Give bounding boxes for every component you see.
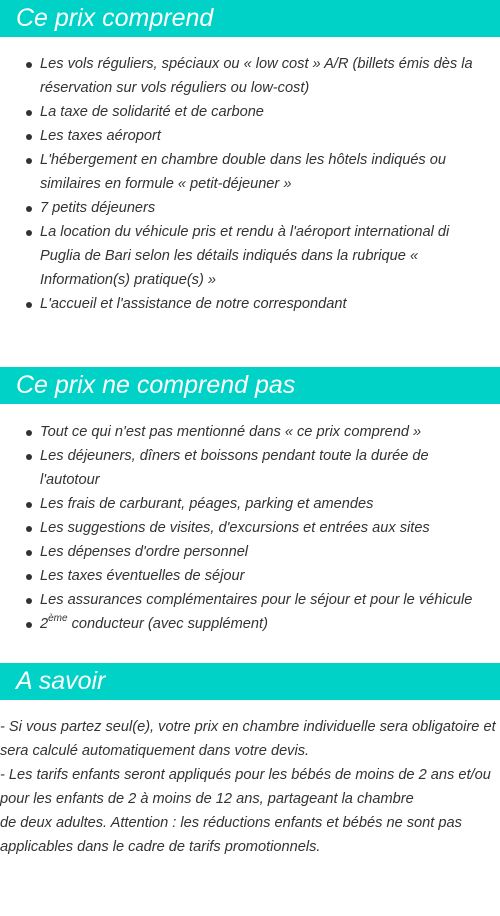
list-item-text: conducteur (avec supplément)	[67, 616, 268, 632]
notes-paragraph: de deux adultes. Attention : les réductions enfants et bébés ne sont pas applicables dans le cadre de tarifs promotionnels.	[0, 815, 462, 855]
bullet-icon	[26, 302, 32, 308]
notes-paragraph: - Si vous partez seul(e), votre prix en chambre individuelle sera obligatoire et sera calculé automatiquement dans votre devis.	[0, 719, 496, 759]
list-item	[0, 196, 500, 220]
section-header-excludes: Ce prix ne comprend pas	[0, 367, 500, 404]
list-item-text: Les vols réguliers, spéciaux ou « low cost » A/R (billets émis dès la réservation sur vols réguliers ou low-cost)	[40, 56, 473, 96]
section-header-includes: Ce prix comprend	[0, 0, 500, 37]
bullet-icon	[26, 134, 32, 140]
list-item	[0, 420, 500, 444]
bullet-icon	[26, 454, 32, 460]
bullet-icon	[26, 430, 32, 436]
list-item-text: Les assurances complémentaires pour le séjour et pour le véhicule	[40, 592, 473, 608]
list-item-text: La taxe de solidarité et de carbone	[40, 104, 264, 120]
list-item	[0, 124, 500, 148]
section-header-notes: A savoir	[0, 663, 500, 700]
includes-list	[0, 52, 500, 316]
list-item-text: Les déjeuners, dîners et boissons pendant toute la durée de l'autotour	[40, 448, 429, 488]
list-item-text: L'hébergement en chambre double dans les hôtels indiqués ou similaires en formule « petit-déjeuner »	[40, 152, 447, 192]
list-item-text: Les taxes aéroport	[40, 128, 161, 144]
list-item	[0, 564, 500, 588]
bullet-icon	[26, 62, 32, 68]
bullet-icon	[26, 574, 32, 580]
bullet-icon	[26, 206, 32, 212]
bullet-icon	[26, 158, 32, 164]
bullet-icon	[26, 110, 32, 116]
ordinal-number: 2	[40, 616, 49, 632]
list-item	[0, 52, 500, 100]
list-item-text: La location du véhicule pris et rendu à l'aéroport international di Puglia de Bari selon les détails indiqués dans la rubrique « Information(s) pratique(s) »	[40, 224, 450, 288]
list-item	[0, 100, 500, 124]
list-item-text: 7 petits déjeuners	[40, 200, 156, 216]
bullet-icon	[26, 502, 32, 508]
bullet-icon	[26, 526, 32, 532]
list-item-text: Les frais de carburant, péages, parking et amendes	[40, 496, 374, 512]
list-item-text: Les dépenses d'ordre personnel	[40, 544, 249, 560]
list-item	[0, 612, 500, 636]
list-item	[0, 292, 500, 316]
list-item	[0, 148, 500, 196]
bullet-icon	[26, 598, 32, 604]
bullet-icon	[26, 230, 32, 236]
list-item-text: L'accueil et l'assistance de notre correspondant	[40, 296, 347, 312]
list-item	[0, 516, 500, 540]
list-item-text: Tout ce qui n'est pas mentionné dans « ce prix comprend »	[40, 424, 422, 440]
excludes-list	[0, 420, 500, 636]
notes-body	[0, 715, 500, 859]
list-item	[0, 588, 500, 612]
list-item	[0, 444, 500, 492]
list-item-text: Les taxes éventuelles de séjour	[40, 568, 245, 584]
ordinal-superscript: ème	[48, 613, 68, 625]
list-item-text: Les suggestions de visites, d'excursions et entrées aux sites	[40, 520, 430, 536]
list-item	[0, 220, 500, 292]
list-item	[0, 540, 500, 564]
list-item	[0, 492, 500, 516]
bullet-icon	[26, 550, 32, 556]
notes-paragraph: - Les tarifs enfants seront appliqués pour les bébés de moins de 2 ans et/ou pour les enfants de 2 à moins de 12 ans, partageant la chambre	[0, 767, 491, 807]
bullet-icon	[26, 622, 32, 628]
